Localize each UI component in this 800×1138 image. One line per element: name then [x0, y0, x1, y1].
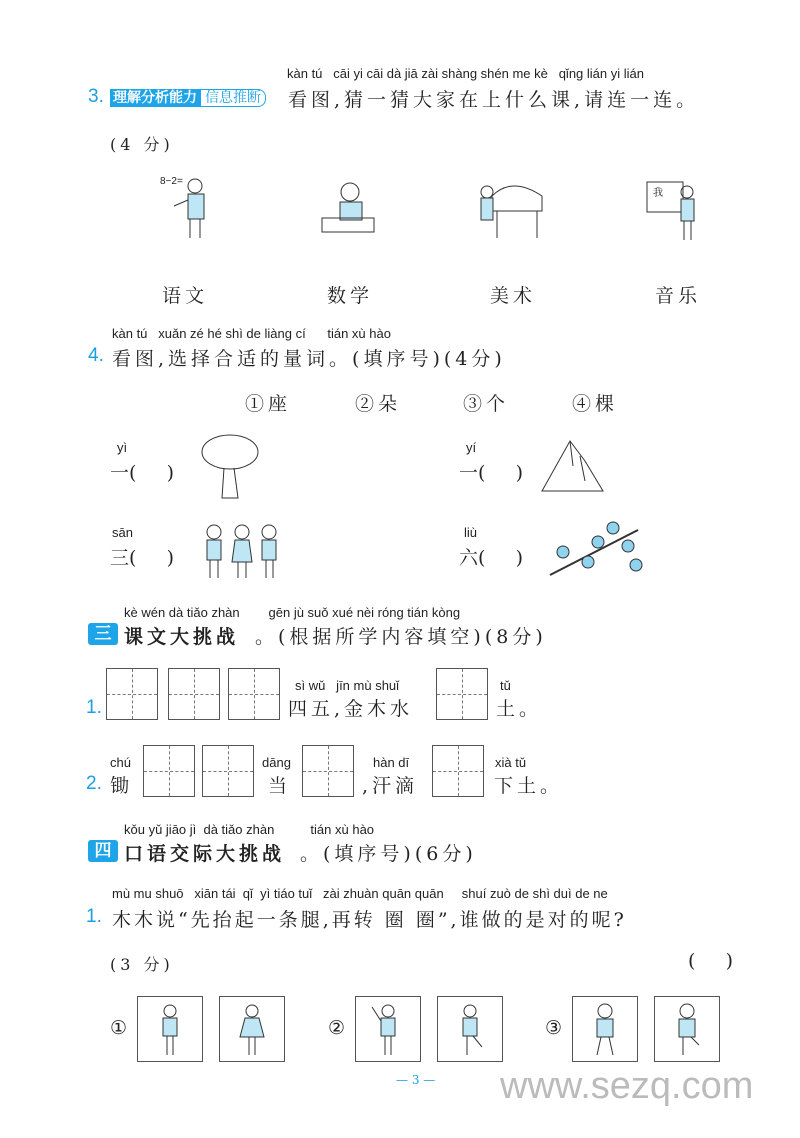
board-text: 我: [653, 188, 663, 199]
option-2-picture-a: [355, 996, 421, 1062]
char-box[interactable]: [168, 668, 220, 720]
char-box[interactable]: [106, 668, 158, 720]
children-answer-blank[interactable]: 三( ): [110, 547, 175, 569]
verse-text: 当: [268, 775, 292, 797]
section-3-instructions: 。(根据所学内容填空)(8分): [255, 626, 547, 648]
s3-item-2-number: 2.: [86, 773, 102, 794]
option-1-label: ①: [110, 1017, 132, 1039]
item-pinyin: yì: [117, 440, 128, 455]
q4-number: 4.: [88, 345, 104, 366]
blossom-branch-illustration: [548, 520, 643, 584]
measure-word-option-4: ④棵: [572, 393, 619, 415]
verse-text: 土。: [496, 698, 543, 720]
math-teacher-illustration: [160, 172, 220, 246]
verse-text: ,汗滴: [362, 775, 419, 797]
s4-q1-question: 木木说“先抬起一条腿,再转 圈 圈”,谁做的是对的呢?: [112, 909, 627, 931]
verse-text: 四五,金木水: [288, 698, 414, 720]
s4-pinyin: kǒu yǔ jiāo jì dà tiǎo zhàn tián xù hào: [124, 822, 375, 837]
section-4-instructions: 。(填序号)(6分): [300, 843, 477, 865]
subject-math[interactable]: 数学: [327, 285, 374, 307]
q3-score: (4 分): [110, 135, 174, 154]
subject-art[interactable]: 美术: [490, 285, 537, 307]
pinyin: hàn dī: [373, 755, 410, 770]
section-3-badge: 三: [88, 623, 118, 645]
pinyin: xià tǔ: [495, 755, 527, 770]
q4-pinyin: kàn tú xuǎn zé hé shì de liàng cí tián xù hào: [112, 326, 391, 341]
option-3-picture-a: [572, 996, 638, 1062]
three-children-illustration: [200, 522, 282, 586]
tree-answer-blank[interactable]: 一( ): [110, 462, 175, 484]
s4-q1-number: 1.: [86, 906, 102, 927]
chinese-teacher-illustration: [645, 180, 705, 246]
char-box[interactable]: [202, 745, 254, 797]
char-box[interactable]: [302, 745, 354, 797]
section-4-title: 口语交际大挑战: [124, 843, 286, 865]
pinyin: sì wǔ jīn mù shuǐ: [295, 678, 400, 693]
s4-q1-pinyin: mù mu shuō xiān tái qǐ yì tiáo tuǐ zài zhuàn quān quān shuí zuò de shì duì de ne: [112, 886, 608, 901]
char-box[interactable]: [228, 668, 280, 720]
piano-illustration: [472, 176, 547, 246]
item-pinyin: liù: [464, 525, 478, 540]
item-pinyin: yí: [466, 440, 477, 455]
char-box[interactable]: [436, 668, 488, 720]
tree-illustration: [200, 430, 260, 504]
q3-tags: [110, 87, 266, 107]
measure-word-option-2: ②朵: [355, 393, 402, 415]
q3-number: 3.: [88, 86, 104, 107]
q4-question: 看图,选择合适的量词。(填序号)(4分): [112, 348, 506, 370]
section-4-badge: 四: [88, 840, 118, 862]
option-1-picture-a: [137, 996, 203, 1062]
option-3-label: ③: [545, 1017, 567, 1039]
flowers-answer-blank[interactable]: 六( ): [459, 547, 524, 569]
ability-badge: 理解分析能力: [110, 89, 200, 107]
char-box[interactable]: [432, 745, 484, 797]
watermark: www.sezq.com: [500, 1065, 754, 1107]
option-1-picture-b: [219, 996, 285, 1062]
section-3-title: 课文大挑战: [124, 626, 240, 648]
board-text: 8−2=: [160, 176, 183, 187]
art-student-illustration: [318, 178, 378, 244]
s3-pinyin: kè wén dà tiǎo zhàn gēn jù suǒ xué nèi róng tián kòng: [124, 605, 461, 620]
pinyin: tǔ: [500, 678, 511, 693]
measure-word-option-3: ③个: [463, 393, 510, 415]
subject-music[interactable]: 音乐: [655, 285, 702, 307]
option-2-picture-b: [437, 996, 503, 1062]
measure-word-option-1: ①座: [245, 393, 292, 415]
q3-pinyin: kàn tú cāi yi cāi dà jiā zài shàng shén me kè qǐng lián yi lián: [287, 66, 644, 81]
mountain-illustration: [540, 436, 605, 500]
item-pinyin: sān: [112, 525, 133, 540]
pinyin: chú: [110, 755, 131, 770]
option-3-picture-b: [654, 996, 720, 1062]
skill-badge: 信息推断: [200, 89, 266, 107]
q3-question: 看图,猜一猜大家在上什么课,请连一连。: [288, 89, 700, 111]
subject-chinese[interactable]: 语文: [162, 285, 209, 307]
char-box[interactable]: [143, 745, 195, 797]
page-number: — 3 —: [396, 1073, 436, 1087]
verse-text: 锄: [110, 775, 134, 797]
s3-item-1-number: 1.: [86, 697, 102, 718]
verse-text: 下土。: [494, 775, 564, 797]
s4-q1-score: (3 分): [110, 955, 174, 974]
option-2-label: ②: [328, 1017, 350, 1039]
mountain-answer-blank[interactable]: 一( ): [459, 462, 524, 484]
pinyin: dāng: [262, 755, 291, 770]
s4-q1-answer-blank[interactable]: ( ): [688, 950, 734, 972]
